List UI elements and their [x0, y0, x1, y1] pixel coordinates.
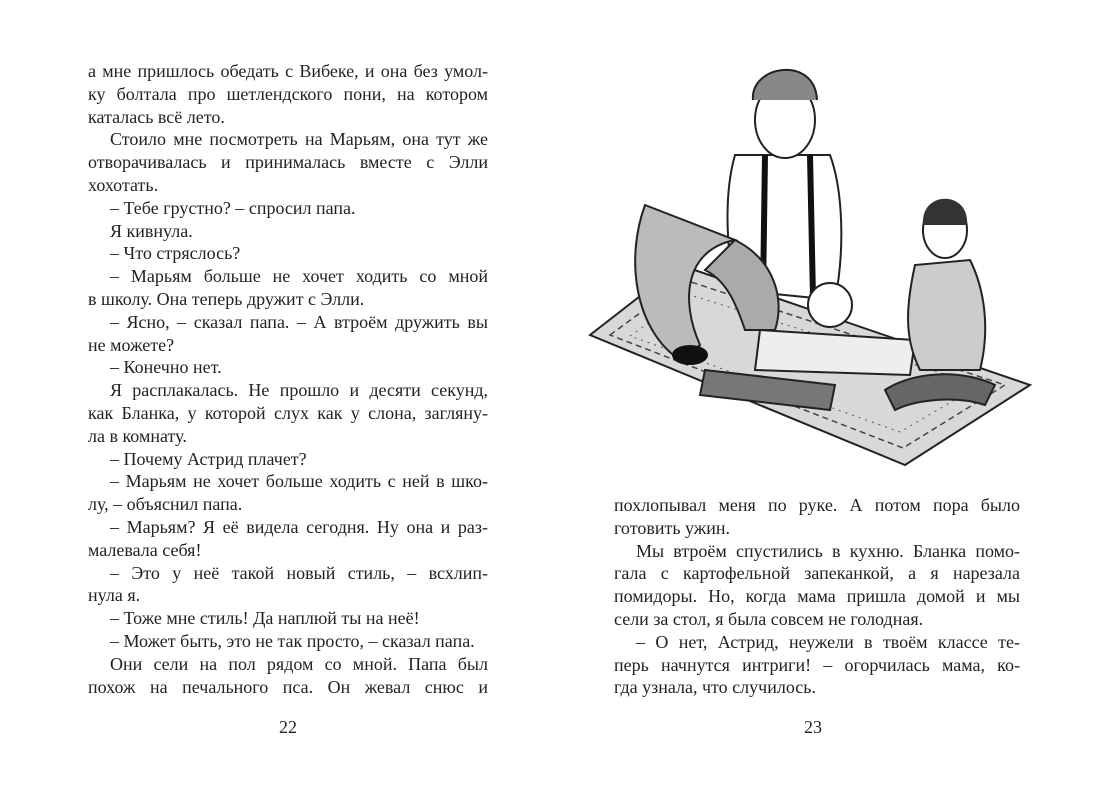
text-line: – Конечно нет. [110, 357, 222, 378]
text-line: гала с картофельной запеканкой, а я нарезала [614, 563, 1020, 584]
text-line: гда узнала, что случилось. [614, 677, 816, 698]
text-line: – О нет, Астрид, неужели в твоём классе те- [636, 631, 1020, 652]
text-line: Мы втроём спустились в кухню. Бланка помо- [636, 540, 1020, 561]
text-line: сели за стол, я была совсем не голодная. [614, 608, 924, 629]
text-line: – Тебе грустно? – спросил папа. [110, 197, 356, 218]
text-line: – Это у неё такой новый стиль, – всхлип- [110, 562, 488, 583]
text-line: отворачивалась и принималась вместе с Элли [88, 152, 488, 173]
text-line: – Марьям больше не хочет ходить со мной [110, 266, 488, 287]
right-page-text [614, 494, 1020, 699]
text-line: – Почему Астрид плачет? [110, 448, 307, 469]
text-line: а мне пришлось обедать с Вибеке, и она без умол- [88, 61, 488, 81]
text-line: Они сели на пол рядом со мной. Папа был [110, 653, 488, 674]
text-line: ку болтала про шетлендского пони, на котором [88, 83, 488, 104]
text-line: Я кивнула. [110, 220, 193, 241]
text-line: Я расплакалась. Не прошло и десяти секунд, [110, 380, 488, 401]
text-line: малевала себя! [88, 539, 202, 560]
text-line: хохотать. [88, 174, 159, 195]
text-line: – Марьям? Я её видела сегодня. Ну она и раз- [110, 516, 488, 537]
left-page-text [88, 60, 488, 698]
text-line: нула я. [88, 585, 141, 606]
page-number-left: 22 [279, 717, 297, 737]
text-line: помидоры. Но, когда мама пришла домой и мы [614, 586, 1020, 607]
text-line: – Ясно, – сказал папа. – А втроём дружить вы [110, 311, 488, 332]
illustration [585, 40, 1035, 475]
text-line: перь начнутся интриги! – огорчилась мама, ко- [614, 654, 1020, 675]
text-line: похлопывал меня по руке. А потом пора было [614, 495, 1020, 515]
text-line: ла в комнату. [88, 425, 187, 446]
text-line: – Может быть, это не так просто, – сказал папа. [110, 630, 475, 651]
text-line: лу, – объяснил папа. [88, 494, 243, 515]
text-line: Стоило мне посмотреть на Марьям, она тут же [110, 129, 488, 150]
page-number-right: 23 [804, 717, 822, 737]
text-line: не можете? [88, 334, 175, 355]
text-line: как Бланка, у которой слух как у слона, загляну- [88, 402, 488, 423]
text-line: – Что стряслось? [110, 243, 241, 264]
text-line: – Тоже мне стиль! Да наплюй ты на неё! [110, 608, 420, 629]
text-line: каталась всё лето. [88, 106, 225, 127]
text-line: похож на печального пса. Он жевал снюс и [88, 676, 488, 697]
text-line: – Марьям не хочет больше ходить с ней в шко- [110, 471, 488, 492]
text-line: готовить ужин. [614, 517, 730, 538]
text-line: в школу. Она теперь дружит с Элли. [88, 288, 365, 309]
